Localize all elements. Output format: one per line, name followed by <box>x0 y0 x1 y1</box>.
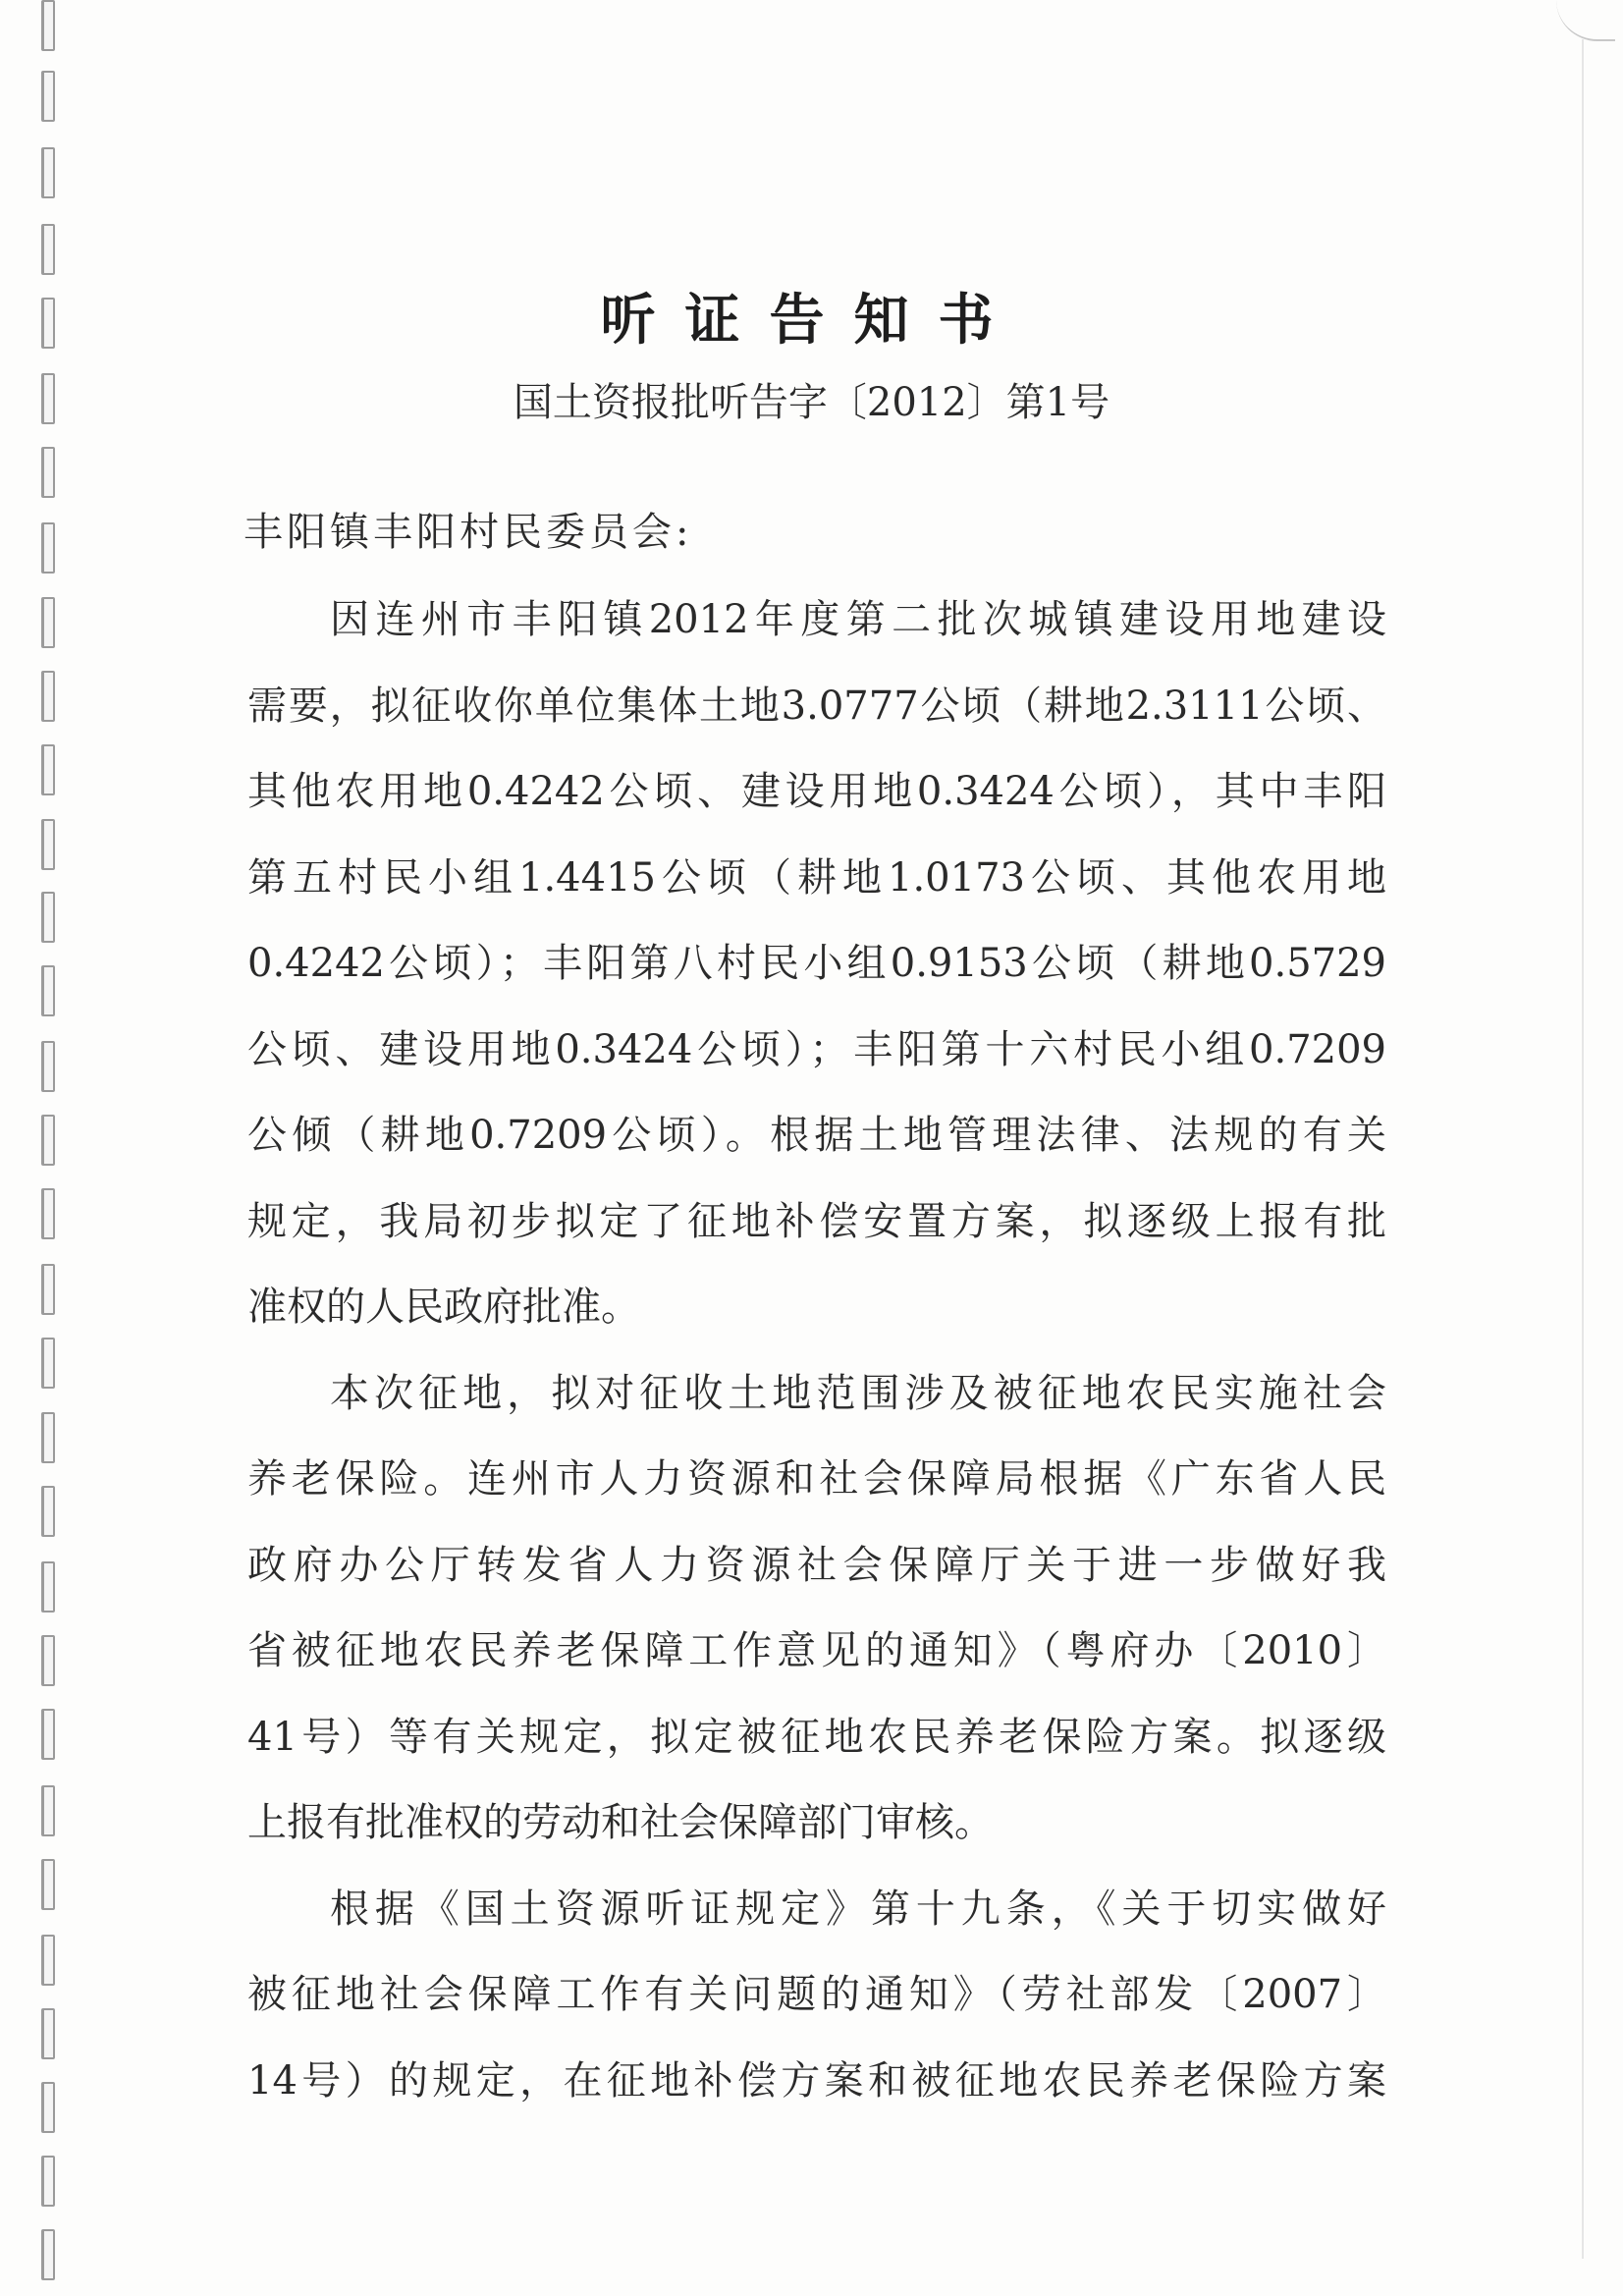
binding-mark <box>41 1709 55 1760</box>
paragraph-line: 准权的人民政府批准。 <box>247 1285 640 1330</box>
paragraph-line: 41号）等有关规定，拟定被征地农民养老保险方案。拟逐级 <box>247 1714 1386 1760</box>
paragraph-line: 本次征地，拟对征收土地范围涉及被征地农民实施社会 <box>330 1370 1386 1416</box>
page-corner-curl <box>1556 0 1615 41</box>
paragraph-line: 政府办公厅转发省人力资源社会保障厅关于进一步做好我 <box>247 1542 1386 1588</box>
binding-mark <box>41 892 55 943</box>
binding-mark <box>41 2156 55 2207</box>
binding-mark <box>41 2229 55 2280</box>
paragraph-line: 因连州市丰阳镇2012年度第二批次城镇建设用地建设 <box>330 597 1386 642</box>
binding-mark <box>41 2008 55 2059</box>
paragraph-line: 0.4242公顷）；丰阳第八村民小组0.9153公顷（耕地0.5729 <box>247 941 1386 986</box>
paragraph-line: 14号）的规定，在征地补偿方案和被征地农民养老保险方案 <box>247 2057 1386 2104</box>
paragraph-line: 规定，我局初步拟定了征地补偿安置方案，拟逐级上报有批 <box>247 1198 1386 1244</box>
binding-mark <box>41 0 55 51</box>
binding-mark <box>41 147 55 198</box>
addressee: 丰阳镇丰阳村民委员会: <box>243 510 693 555</box>
paragraph-line: 上报有批准权的劳动和社会保障部门审核。 <box>247 1800 994 1845</box>
binding-mark <box>41 1561 55 1613</box>
binding-mark <box>41 1115 55 1166</box>
paragraph-line: 需要，拟征收你单位集体土地3.0777公顷（耕地2.3111公顷、 <box>247 683 1386 729</box>
binding-mark <box>41 597 55 648</box>
paragraph-line: 被征地社会保障工作有关问题的通知》（劳社部发〔2007〕 <box>247 1972 1386 2017</box>
binding-mark <box>41 1935 55 1986</box>
binding-mark <box>41 71 55 122</box>
binding-mark <box>41 522 55 574</box>
paragraph-line: 其他农用地0.4242公顷、建设用地0.3424公顷），其中丰阳 <box>247 769 1386 814</box>
document-number: 国土资报批听告字〔2012〕第1号 <box>513 380 1110 425</box>
binding-mark <box>41 1264 55 1315</box>
binding-mark <box>41 224 55 275</box>
binding-mark <box>41 965 55 1016</box>
paragraph-line: 公倾（耕地0.7209公顷）。根据土地管理法律、法规的有关 <box>247 1113 1386 1158</box>
paragraph-line: 省被征地农民养老保障工作意见的通知》（粤府办〔2010〕 <box>247 1628 1386 1673</box>
paragraph-line: 公顷、建设用地0.3424公顷）；丰阳第十六村民小组0.7209 <box>247 1026 1386 1072</box>
document-title: 听证告知书 <box>600 289 1023 353</box>
binding-mark <box>41 744 55 795</box>
paragraph-line: 第五村民小组1.4415公顷（耕地1.0173公顷、其他农用地 <box>247 854 1386 901</box>
binding-mark <box>41 1188 55 1239</box>
binding-mark <box>41 1412 55 1463</box>
binding-mark <box>41 447 55 498</box>
binding-mark <box>41 1859 55 1910</box>
paragraph-line: 养老保险。连州市人力资源和社会保障局根据《广东省人民 <box>247 1456 1386 1502</box>
document-body <box>247 577 1386 2124</box>
binding-mark <box>41 1041 55 1092</box>
binding-mark <box>41 1785 55 1836</box>
binding-mark <box>41 671 55 722</box>
binding-mark <box>41 1486 55 1537</box>
binding-mark <box>41 1635 55 1686</box>
binding-mark <box>41 2082 55 2133</box>
paragraph-line: 根据《国土资源听证规定》第十九条，《关于切实做好 <box>330 1886 1386 1932</box>
binding-mark <box>41 1338 55 1389</box>
binding-mark <box>41 819 55 870</box>
